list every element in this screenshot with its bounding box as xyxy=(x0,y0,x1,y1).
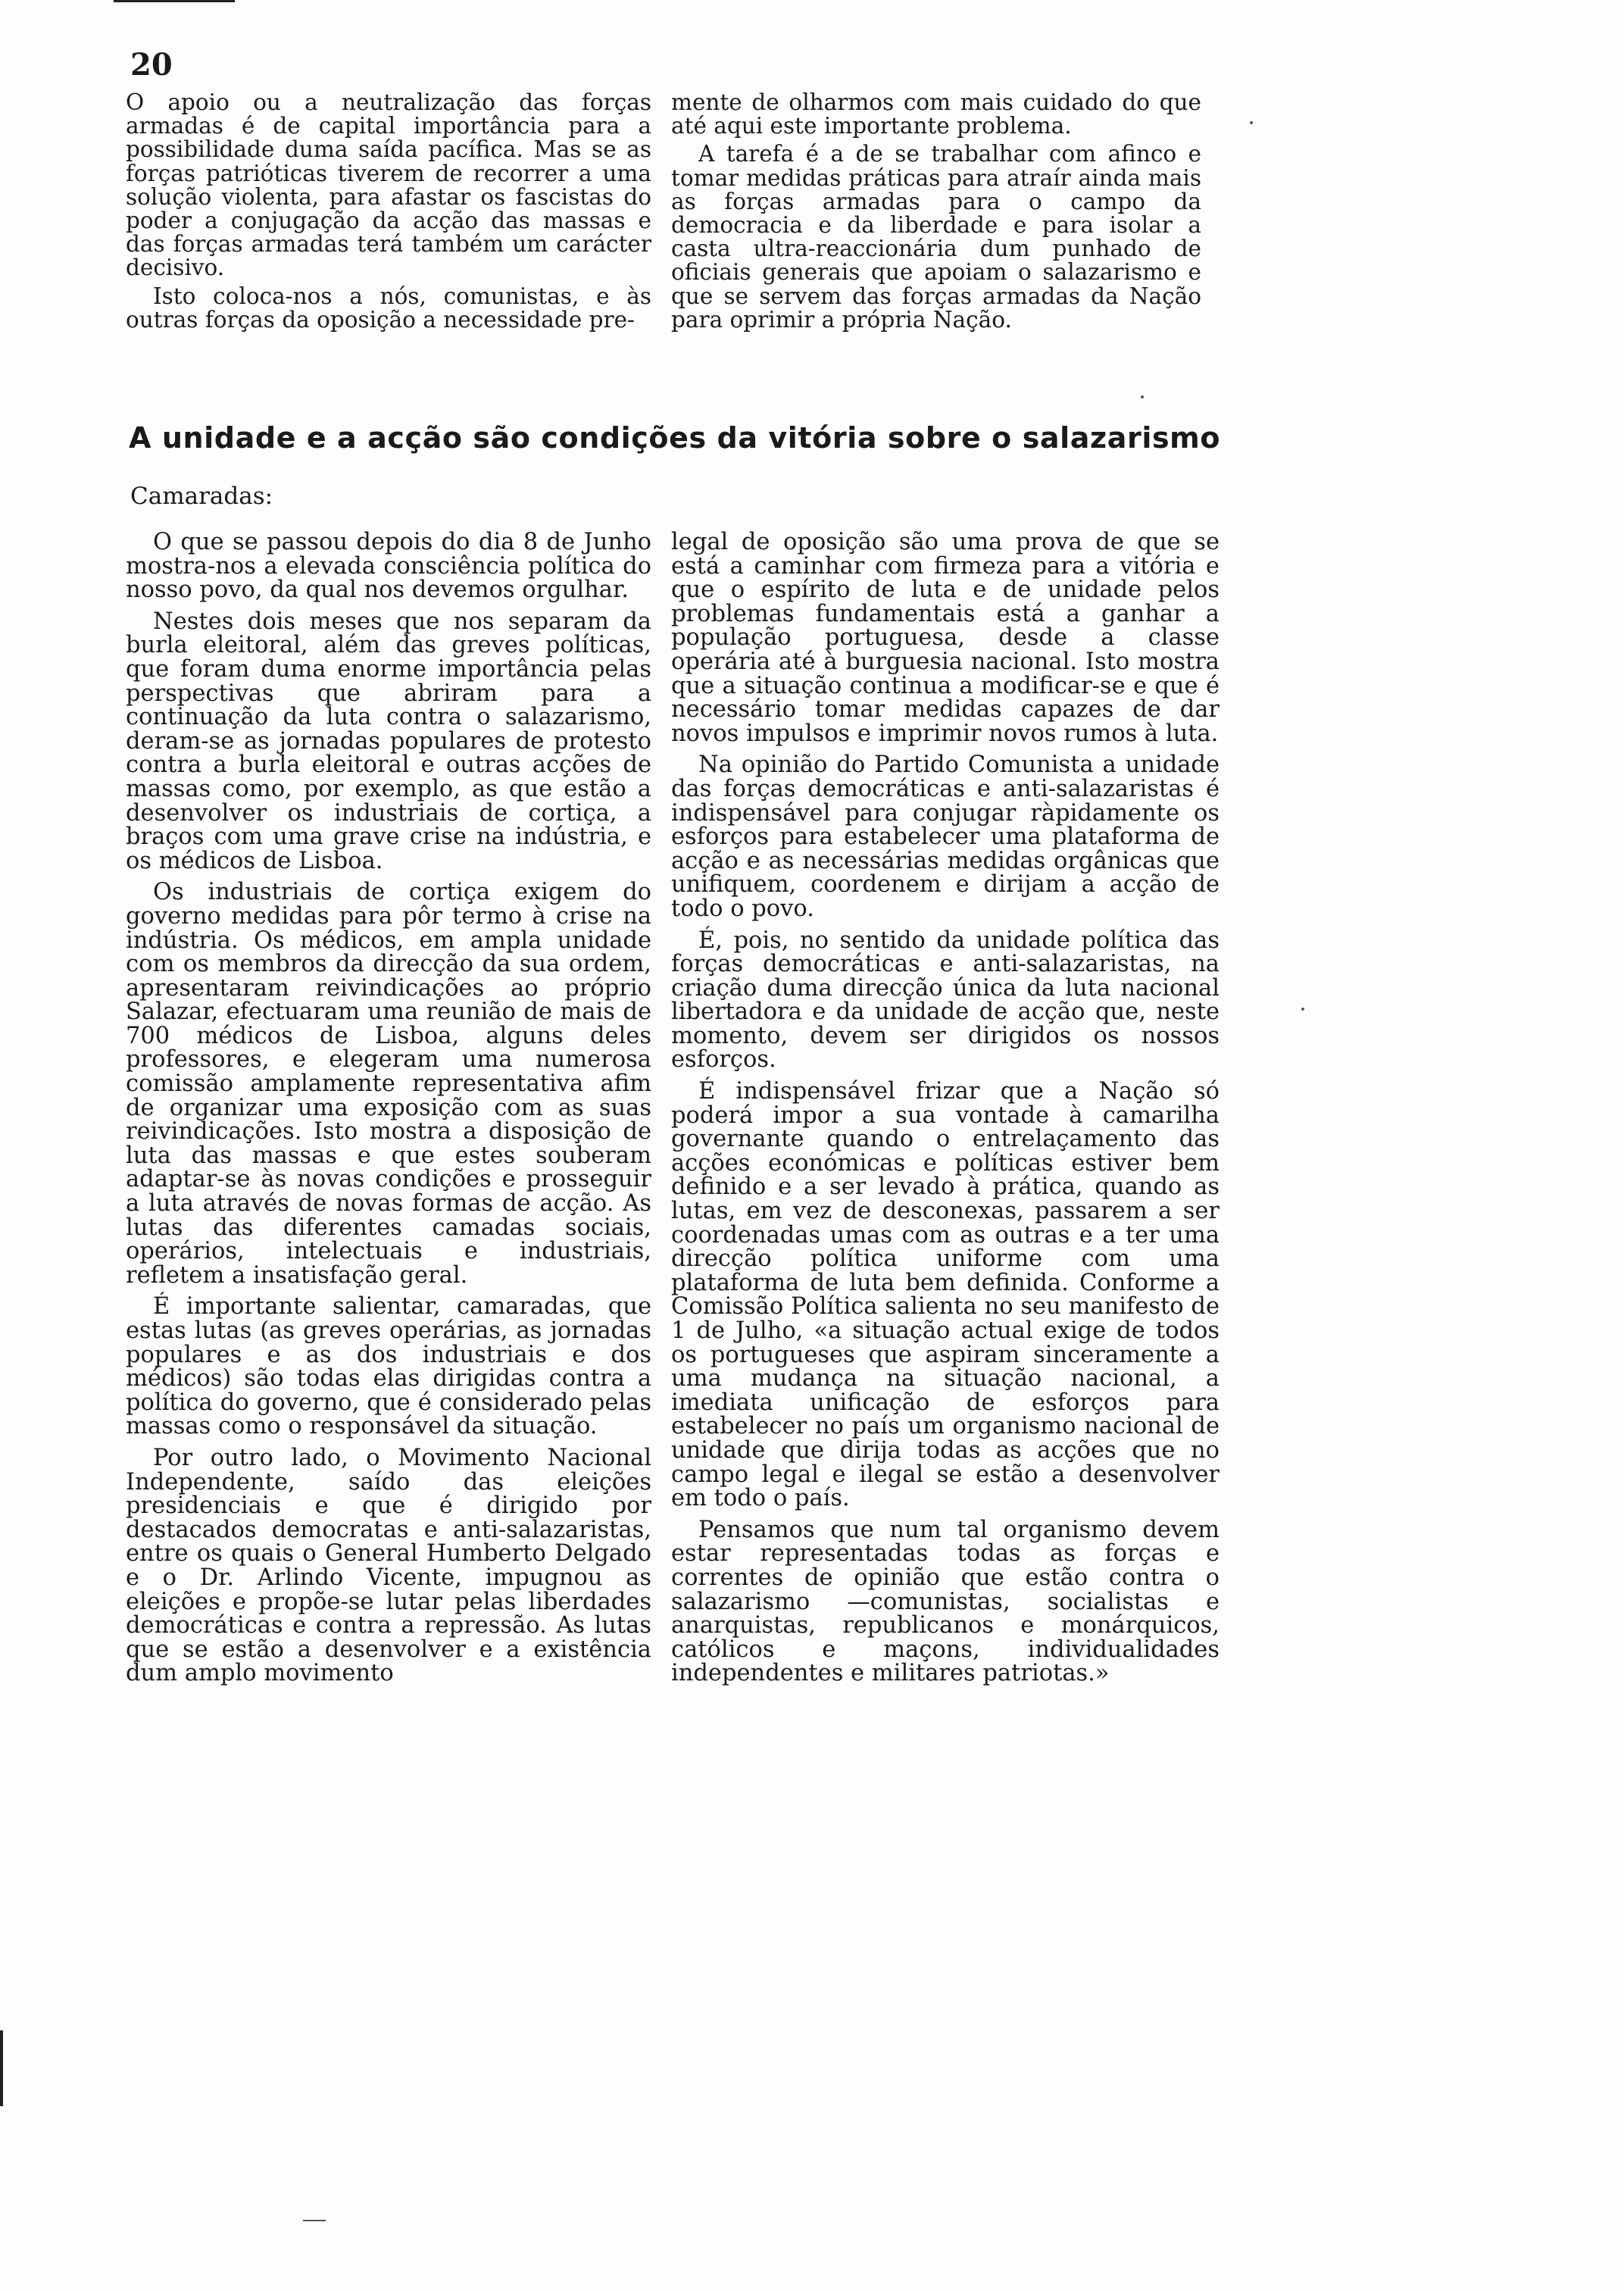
scan-edge-mark-left xyxy=(0,2030,3,2106)
salutation: Camaradas: xyxy=(130,483,273,510)
paragraph: O apoio ou a neutralização das forças armadas é de capital importância para a possibilidade duma saída pacífica. Mas se as forças patrióticas tiverem de recorrer a uma solução violenta, para afastar os fascistas do poder a conjugação da acção das massas e das forças armadas terá também um carácter decisivo. xyxy=(126,89,651,281)
paragraph: Pensamos que num tal organismo devem estar representadas todas as forças e correntes de opinião que estão contra o salazarismo —comunistas, socialistas e anarquistas, republicanos e monárquicos, católicos e maçons, individualidades independentes e militares patriotas.» xyxy=(671,1516,1220,1687)
bottom-right-column xyxy=(671,530,1220,1693)
scan-speck xyxy=(1250,121,1253,124)
paragraph: É indispensável frizar que a Nação só poderá impor a sua vontade à camarilha governante quando o entrelaçamento das acções económicas e políticas estiver bem definido e a ser levado à prática, quando as lutas, em vez de desconexas, passarem a ser coordenadas umas com as outras e a ter uma direcção política uniforme com uma plataforma de luta bem definida. Conforme a Comissão Política salienta no seu manifesto de 1 de Julho, «a situação actual exige de todos os portugueses que aspiram sinceramente a uma mudança na situação nacional, a imediata unificação de esforços para estabelecer no país um organismo nacional de unidade que dirija todas as acções que no campo legal e ilegal se estão a desenvolver em todo o país. xyxy=(671,1078,1220,1512)
paragraph: legal de oposição são uma prova de que se está a caminhar com firmeza para a vitória e que o espírito de luta e de unidade pelos problemas fundamentais está a ganhar a população portuguesa, desde a classe operária até à burguesia nacional. Isto mostra que a situação continua a modificar-se e que é necessário tomar medidas capazes de dar novos impulsos e imprimir novos rumos à luta. xyxy=(671,529,1220,747)
scan-speck xyxy=(1141,395,1144,399)
top-left-column xyxy=(126,91,651,336)
bottom-left-column xyxy=(126,530,651,1693)
paragraph: Nestes dois meses que nos separam da burla eleitoral, além das greves políticas, que foram duma enorme importância pelas perspectivas que abriram para a continuação da luta contra o salazarismo, deram-se as jornadas populares de protesto contra a burla eleitoral e outras acções de massas como, por exemplo, as que estão a desenvolver os industriais de cortiça, a braços com uma grave crise na indústria, e os médicos de Lisboa. xyxy=(126,608,651,874)
paragraph: Os industriais de cortiça exigem do governo medidas para pôr termo à crise na indústria. Os médicos, em ampla unidade com os membros da direcção da sua ordem, apresentaram reivindicações ao próprio Salazar, efectuaram uma reunião de mais de 700 médicos de Lisboa, alguns deles professores, e elegeram uma numerosa comissão amplamente representativa afim de organizar uma exposição com as suas reivindicações. Isto mostra a disposição de luta das massas e que estes souberam adaptar-se às novas condições e prosseguir a luta através de novas formas de acção. As lutas das diferentes camadas sociais, operários, intelectuais e industriais, refletem a insatisfação geral. xyxy=(126,879,651,1289)
paragraph: A tarefa é a de se trabalhar com afinco e tomar medidas práticas para atraír ainda mais as forças armadas para o campo da democracia e da liberdade e para isolar a casta ultra-reaccionária dum punhado de oficiais generais que apoiam o salazarismo e que se servem das forças armadas da Nação para oprimir a própria Nação. xyxy=(671,141,1201,333)
paragraph: Na opinião do Partido Comunista a unidade das forças democráticas e anti-salazaristas é indispensável para conjugar ràpidamente os esforços para estabelecer uma plataforma de acção e as necessárias medidas orgânicas que unifiquem, coordenem e dirijam a acção de todo o povo. xyxy=(671,752,1220,922)
scan-speck xyxy=(1301,1008,1304,1011)
top-right-column xyxy=(671,91,1201,336)
paragraph: É importante salientar, camaradas, que estas lutas (as greves operárias, as jornadas populares e as dos industriais e dos médicos) são todas elas dirigidas contra a política do governo, que é considerado pelas massas como o responsável da situação. xyxy=(126,1293,651,1440)
scan-edge-mark-top xyxy=(114,0,235,2)
paragraph: É, pois, no sentido da unidade política das forças democráticas e anti-salazaristas, na criação duma direcção única da luta nacional libertadora e da unidade de acção que, neste momento, devem ser dirigidos os nossos esforços. xyxy=(671,927,1220,1074)
paragraph: O que se passou depois do dia 8 de Junho mostra-nos a elevada consciência política do nosso povo, da qual nos devemos orgulhar. xyxy=(126,529,651,604)
scan-speck xyxy=(303,2220,326,2221)
page-number: 20 xyxy=(130,47,173,83)
paragraph: Por outro lado, o Movimento Nacional Independente, saído das eleições presidenciais e que é dirigido por destacados democratas e anti-salazaristas, entre os quais o General Humberto Delgado e o Dr. Arlindo Vicente, impugnou as eleições e propõe-se lutar pelas liberdades democráticas e contra a repressão. As lutas que se estão a desenvolver e a existência dum amplo movimento xyxy=(126,1444,651,1687)
paragraph: mente de olharmos com mais cuidado do que até aqui este importante problema. xyxy=(671,89,1201,139)
section-heading: A unidade e a acção são condições da vitória sobre o salazarismo xyxy=(129,421,1221,455)
paragraph: Isto coloca-nos a nós, comunistas, e às outras forças da oposição a necessidade pre- xyxy=(126,283,651,333)
